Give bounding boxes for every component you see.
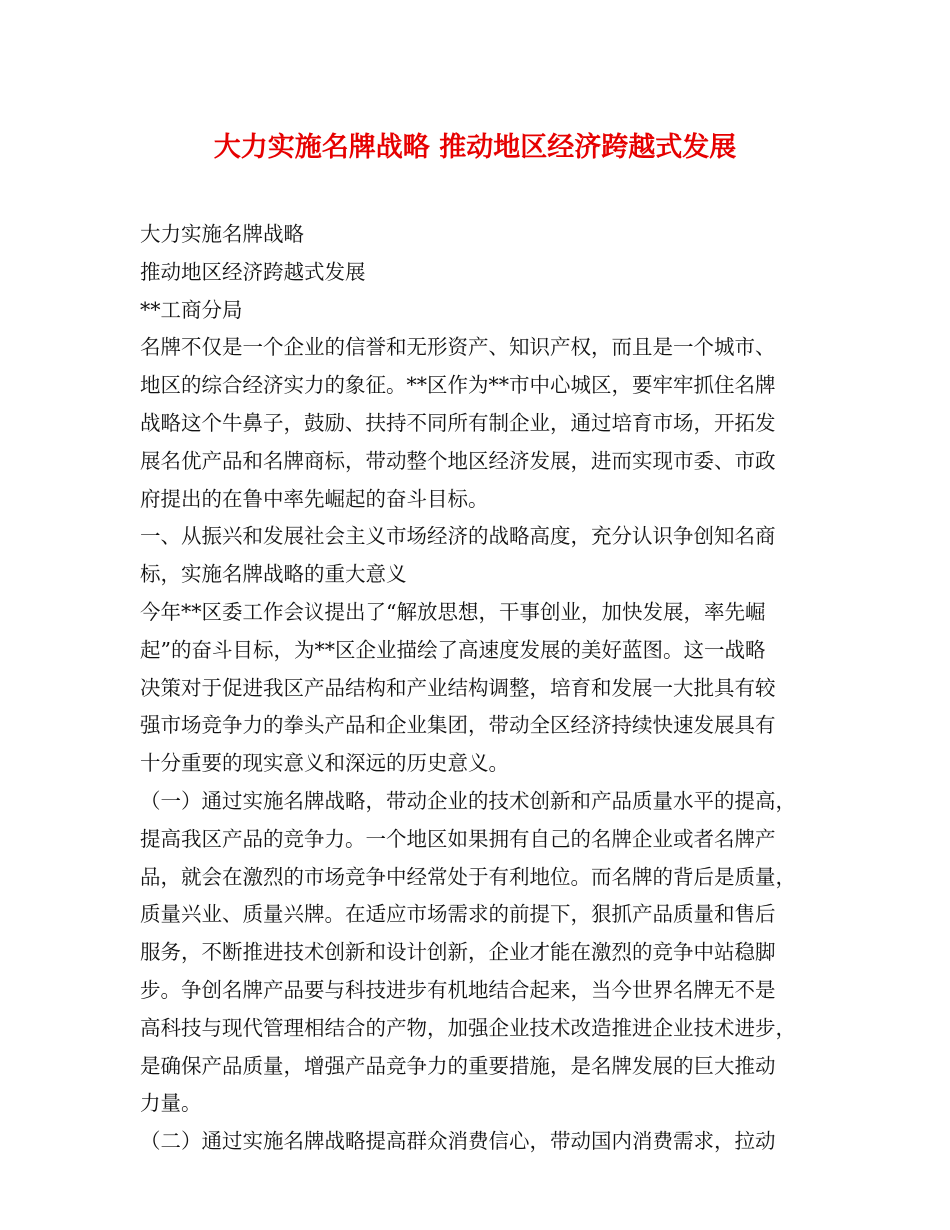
document-title: 大力实施名牌战略 推动地区经济跨越式发展 [213,132,737,163]
body-line: （一）通过实施名牌战略，带动企业的技术创新和产品质量水平的提高， [140,788,796,813]
body-line: 十分重要的现实意义和深远的历史意义。 [140,751,509,776]
body-line: 步。争创名牌产品要与科技进步有机地结合起来，当今世界名牌无不是 [140,977,776,1002]
body-line: 品，就会在激烈的市场竞争中经常处于有利地位。而名牌的背后是质量， [140,864,796,889]
body-line: （二）通过实施名牌战略提高群众消费信心，带动国内消费需求，拉动 [140,1129,776,1154]
body-line: 是确保产品质量，增强产品竞争力的重要措施，是名牌发展的巨大推动 [140,1053,776,1078]
document-body [140,216,820,1161]
body-line: 标，实施名牌战略的重大意义 [140,562,407,587]
body-line: 今年**区委工作会议提出了“解放思想，干事创业，加快发展，率先崛 [140,599,766,624]
body-line: 强市场竞争力的拳头产品和企业集团，带动全区经济持续快速发展具有 [140,713,776,738]
body-line: 一、从振兴和发展社会主义市场经济的战略高度，充分认识争创知名商 [140,524,776,549]
body-line: 府提出的在鲁中率先崛起的奋斗目标。 [140,486,489,511]
body-line: 推动地区经济跨越式发展 [140,259,366,284]
body-line: 展名优产品和名牌商标，带动整个地区经济发展，进而实现市委、市政 [140,448,776,473]
body-line: 名牌不仅是一个企业的信誉和无形资产、知识产权，而且是一个城市、 [140,335,776,360]
body-line: 服务，不断推进技术创新和设计创新，企业才能在激烈的竞争中站稳脚 [140,940,776,965]
body-line: 地区的综合经济实力的象征。**区作为**市中心城区，要牢牢抓住名牌 [140,373,776,398]
body-line: 起”的奋斗目标，为**区企业描绘了高速度发展的美好蓝图。这一战略 [140,637,766,662]
body-line: **工商分局 [140,297,243,322]
body-line: 决策对于促进我区产品结构和产业结构调整，培育和发展一大批具有较 [140,675,776,700]
body-line: 高科技与现代管理相结合的产物，加强企业技术改造推进企业技术进步， [140,1015,796,1040]
body-line: 质量兴业、质量兴牌。在适应市场需求的前提下，狠抓产品质量和售后 [140,902,776,927]
body-line: 提高我区产品的竞争力。一个地区如果拥有自己的名牌企业或者名牌产 [140,826,776,851]
body-line: 力量。 [140,1091,202,1116]
body-line: 大力实施名牌战略 [140,222,304,246]
body-line: 战略这个牛鼻子，鼓励、扶持不同所有制企业，通过培育市场，开拓发 [140,410,776,435]
